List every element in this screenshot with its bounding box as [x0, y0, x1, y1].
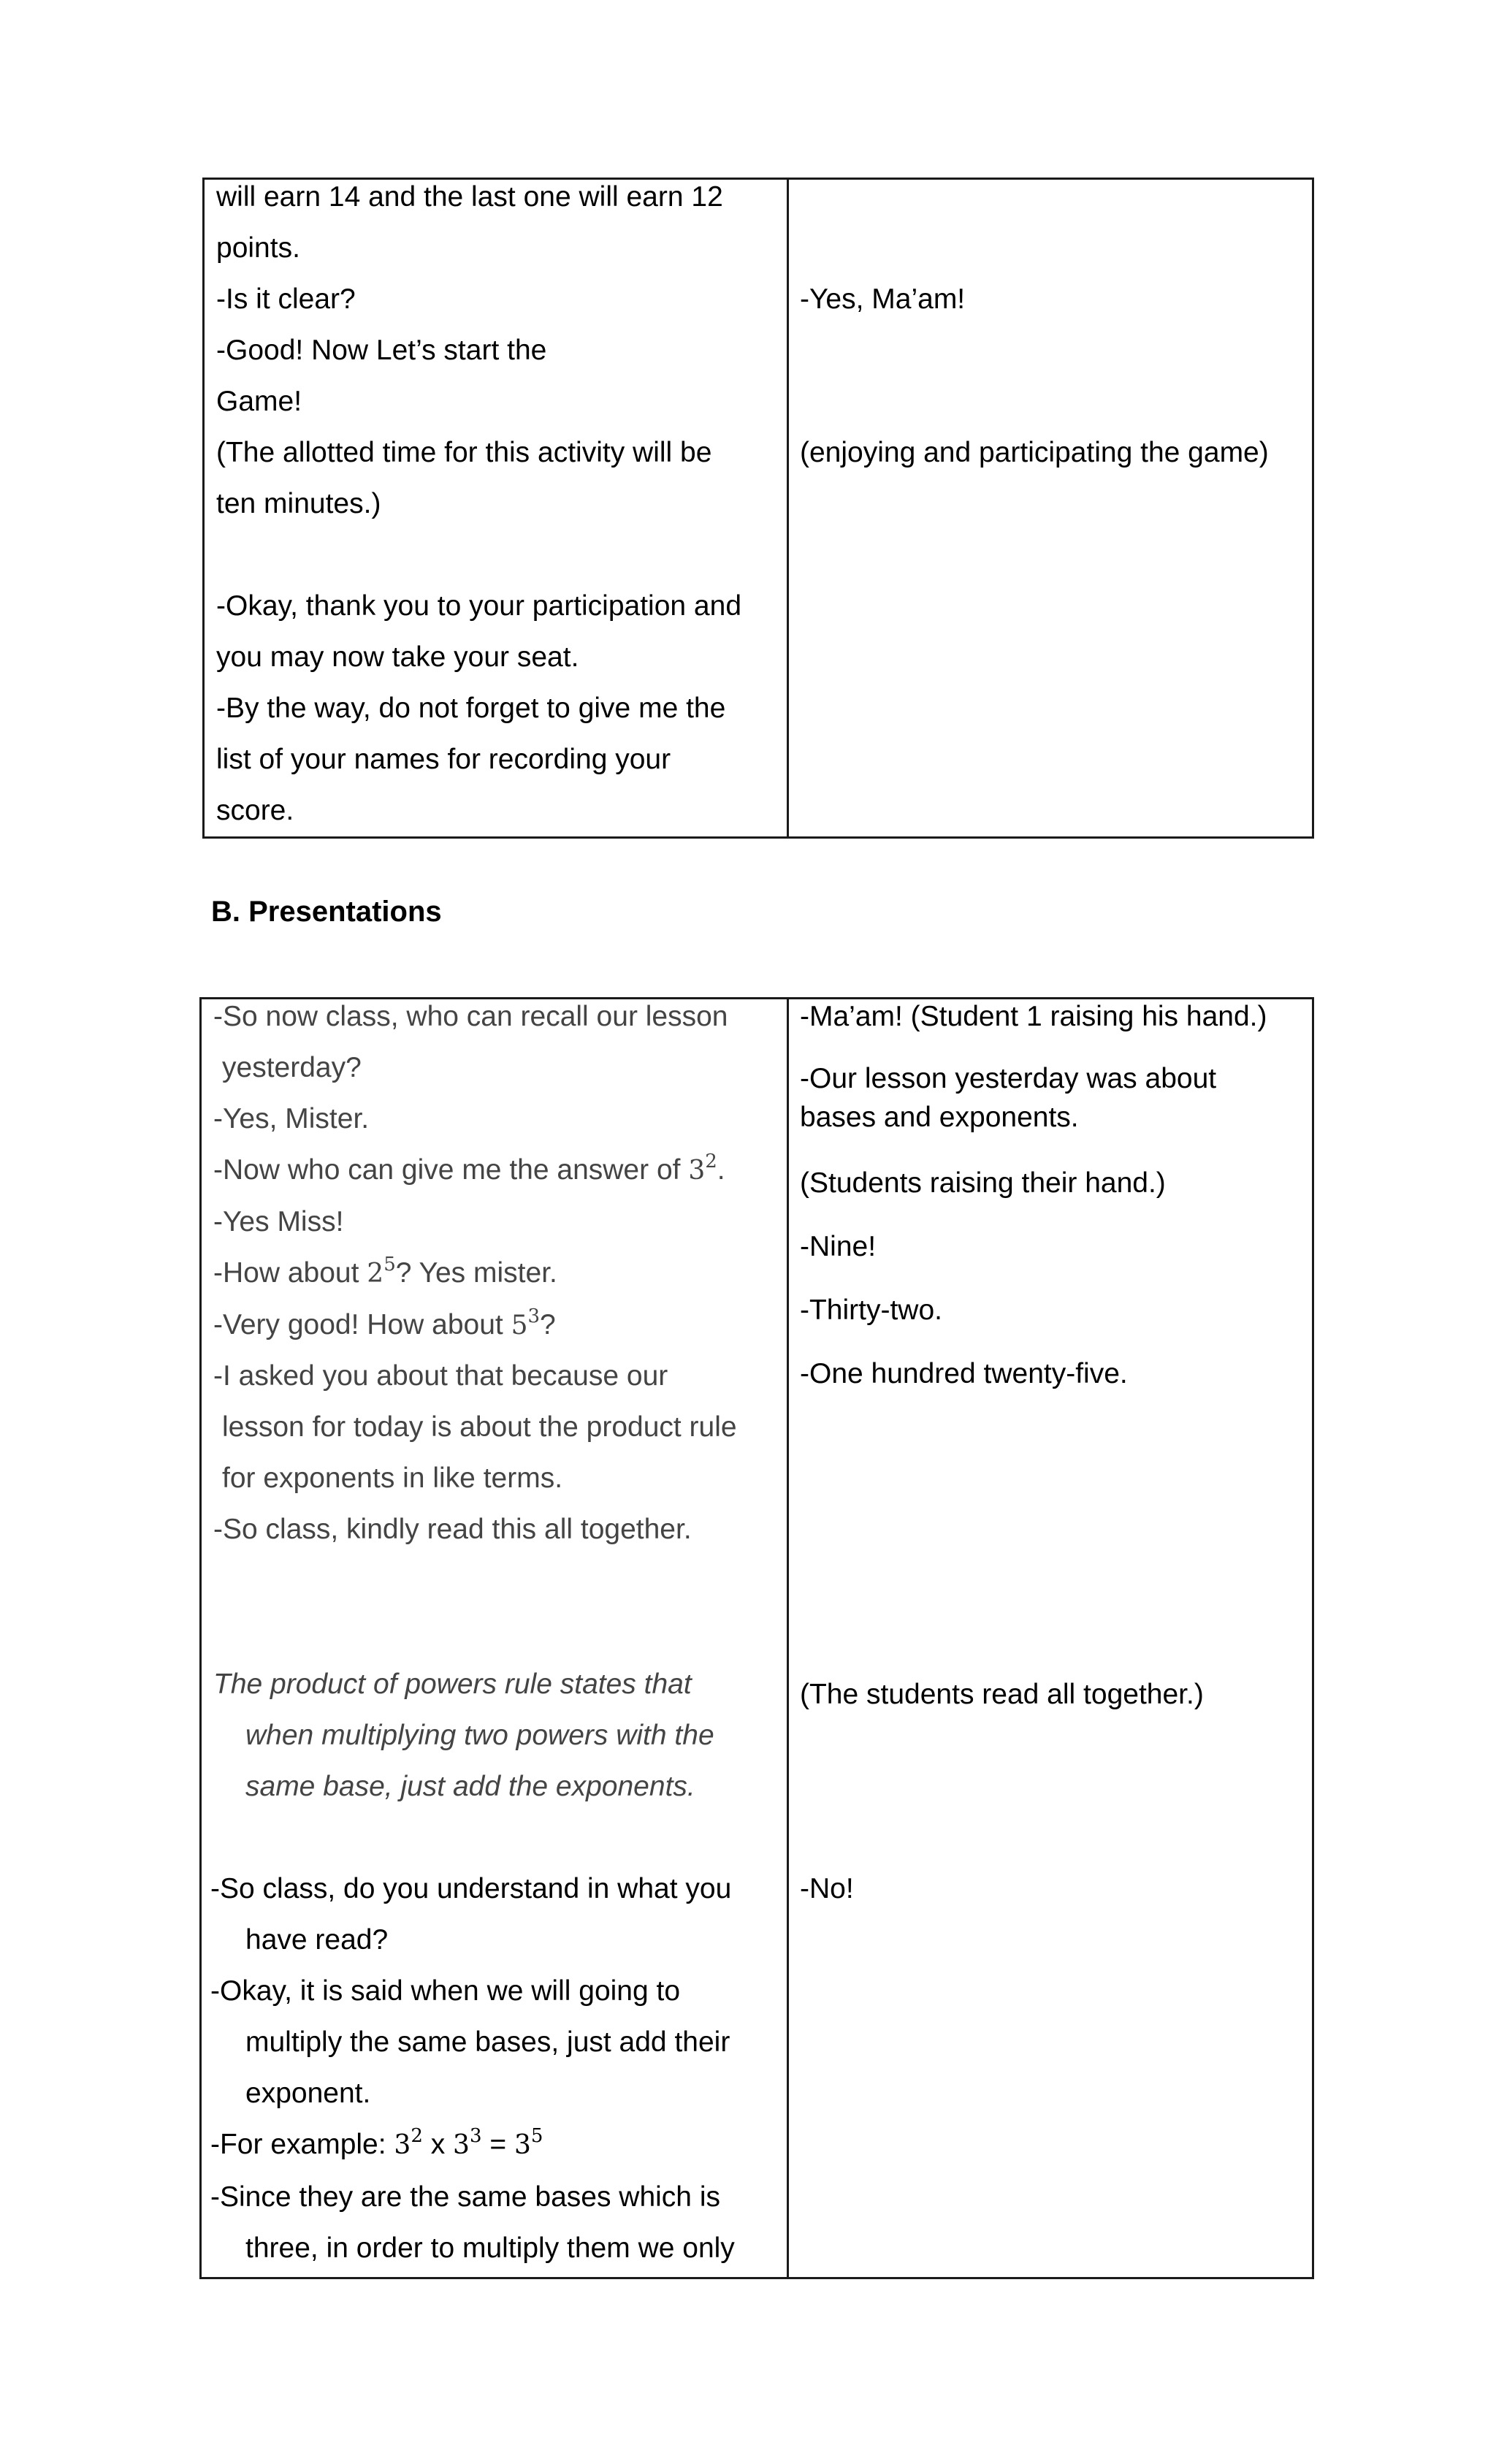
column-divider	[787, 999, 789, 2277]
table1-left-line-4: -Good! Now Let’s start the	[216, 335, 547, 366]
table2-right-line-7: -One hundred twenty-five.	[800, 1358, 1128, 1389]
math-exponent: 3	[469, 2125, 482, 2147]
table2-left-line-2: yesterday?	[222, 1052, 362, 1083]
table2-right-line-5: -Nine!	[800, 1231, 877, 1262]
table1-left-line-5: Game!	[216, 386, 302, 417]
table2-right-line-3: bases and exponents.	[800, 1102, 1079, 1133]
table2-left-line-22: -Since they are the same bases which is	[210, 2181, 721, 2213]
question-text: -Very good! How about	[213, 1309, 511, 1340]
table2-left-line-9: lesson for today is about the product rule	[222, 1411, 737, 1443]
table1-left-line-6: (The allotted time for this activity will be	[216, 437, 712, 468]
table2-left-line-1: -So now class, who can recall our lesson	[213, 1001, 728, 1032]
question-text: -How about	[213, 1257, 367, 1289]
question-text: -Now who can give me the answer of	[213, 1154, 689, 1186]
math-exponent: 2	[411, 2125, 423, 2147]
table1-left-line-2: points.	[216, 232, 300, 264]
table1-right-line-1: -Yes, Ma’am!	[800, 283, 966, 315]
math-times: x	[422, 2129, 454, 2160]
table1-left-line-1: will earn 14 and the last one will earn 12	[216, 181, 723, 213]
table2-left-line-6	[213, 1254, 557, 1290]
table2-right-line-4: (Students raising their hand.)	[800, 1167, 1166, 1199]
rule-text-line-2: when multiplying two powers with the	[245, 1720, 714, 1751]
table2-left-line-11: -So class, kindly read this all together.	[213, 1514, 692, 1545]
math-equals: =	[481, 2129, 514, 2160]
table2-left-line-5: -Yes Miss!	[213, 1206, 344, 1237]
math-exponent: 2	[705, 1151, 717, 1172]
math-base: 3	[688, 1156, 706, 1186]
table2-left-line-20: exponent.	[245, 2078, 371, 2109]
math-base: 3	[394, 2130, 411, 2160]
table2-left-line-3: -Yes, Mister.	[213, 1103, 370, 1134]
example-text: -For example:	[210, 2129, 394, 2160]
math-base: 3	[514, 2130, 531, 2160]
math-base: 5	[511, 1311, 528, 1340]
table2-right-line-8: (The students read all together.)	[800, 1679, 1204, 1710]
table1-left-line-8: -Okay, thank you to your participation and	[216, 590, 742, 622]
math-base: 2	[367, 1259, 384, 1289]
math-exponent: 3	[527, 1305, 541, 1327]
rule-text-line-1: The product of powers rule states that	[213, 1668, 692, 1700]
table2-left-line-16: -So class, do you understand in what you	[210, 1873, 732, 1904]
table2-right-line-1: -Ma’am! (Student 1 raising his hand.)	[800, 1001, 1267, 1032]
table1-left-line-11: list of your names for recording your	[216, 744, 671, 775]
table2-left-line-8: -I asked you about that because our	[213, 1360, 668, 1392]
math-exponent: 5	[530, 2125, 543, 2147]
math-base: 3	[453, 2130, 470, 2160]
table1-left-line-3: -Is it clear?	[216, 283, 356, 315]
table2-right-line-6: -Thirty-two.	[800, 1294, 942, 1326]
table2-left-line-23: three, in order to multiply them we only	[245, 2232, 735, 2264]
table1-right-line-2: (enjoying and participating the game)	[800, 437, 1269, 468]
table2-left-line-10: for exponents in like terms.	[222, 1462, 563, 1494]
question-text-end: ? Yes mister.	[395, 1257, 557, 1289]
table1-left-line-7: ten minutes.)	[216, 488, 381, 519]
rule-text-line-3: same base, just add the exponents.	[245, 1771, 695, 1802]
table2-left-line-4: -Now who can give me the answer of $3^2$.	[213, 1151, 725, 1186]
table1-left-line-10: -By the way, do not forget to give me the	[216, 693, 726, 724]
table2-left-line-7: -Very good! How about $5^3$?	[213, 1305, 556, 1340]
table2-right-line-9: -No!	[800, 1873, 854, 1904]
table1-left-line-12: score.	[216, 795, 294, 826]
table1-left-line-9: you may now take your seat.	[216, 641, 579, 673]
table2-left-line-17: have read?	[245, 1924, 389, 1956]
section-heading: B. Presentations	[211, 896, 442, 928]
table2-left-line-19: multiply the same bases, just add their	[245, 2026, 730, 2058]
column-divider	[787, 180, 789, 836]
table2-right-line-2: -Our lesson yesterday was about	[800, 1063, 1217, 1094]
table2-left-line-21	[210, 2125, 543, 2162]
table2-left-line-18: -Okay, it is said when we will going to	[210, 1975, 681, 2007]
math-exponent: 5	[383, 1254, 396, 1275]
